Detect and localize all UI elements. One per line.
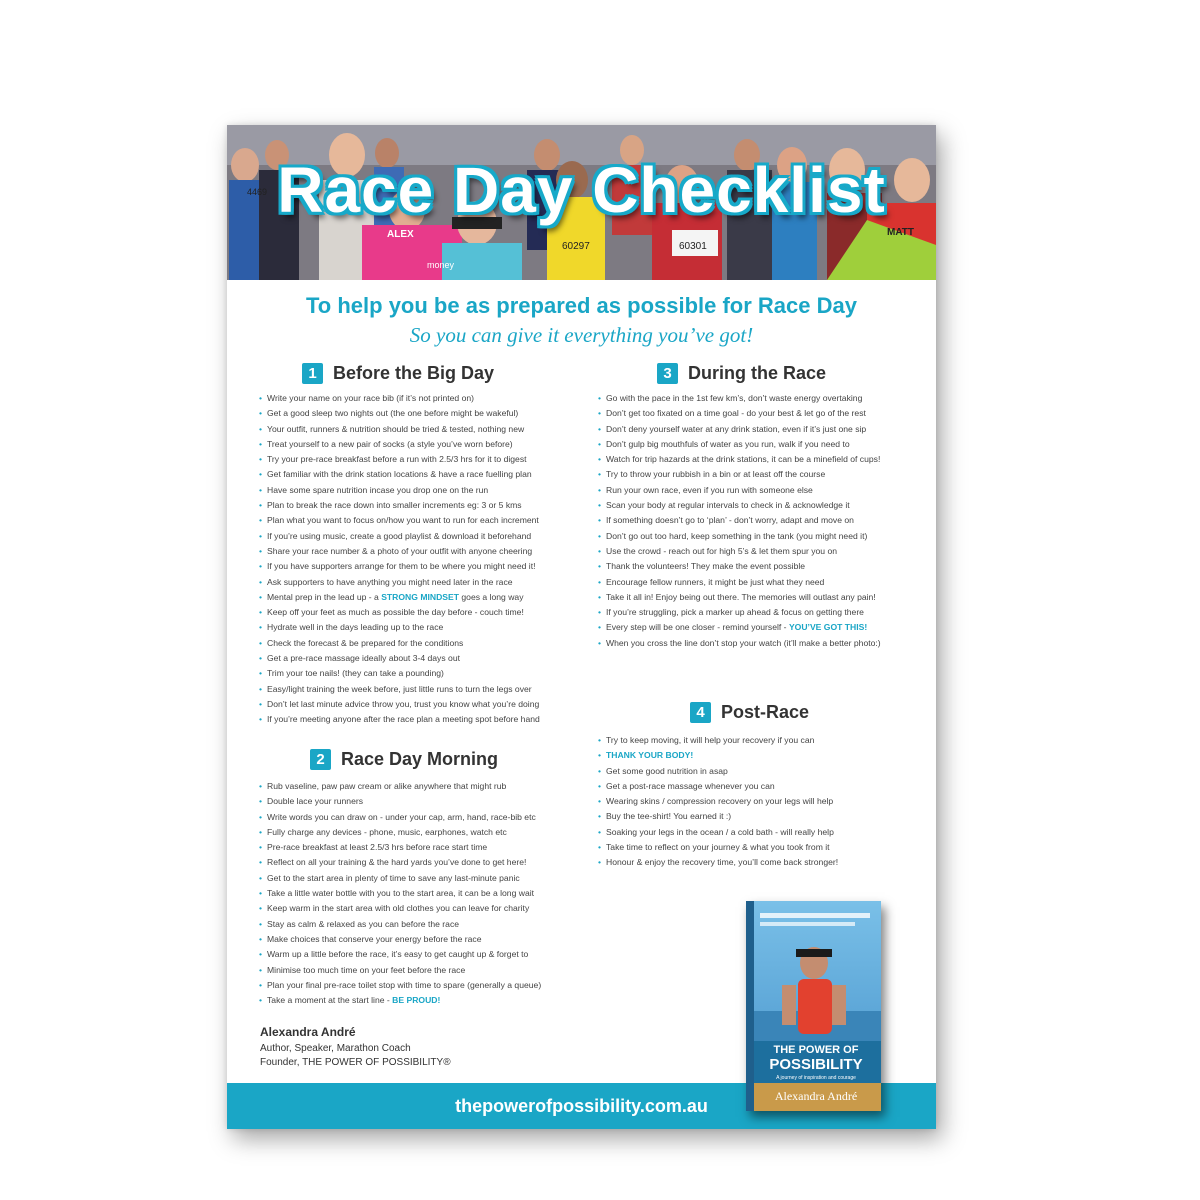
checklist-item-text: Thank the volunteers! They make the event possible [606, 561, 806, 572]
website-link[interactable]: thepowerofpossibility.com.au [455, 1096, 708, 1116]
checklist-item-text: Go with the pace in the 1st few km’s, don’t waste energy overtaking [606, 393, 863, 403]
checklist-item-text: If you’re struggling, pick a marker up ahead & focus on getting there [606, 607, 864, 618]
checklist-item [259, 697, 579, 712]
checklist-item-text: Don’t gulp big mouthfuls of water as you run, walk if you need to [606, 438, 850, 449]
checklist-item [259, 947, 579, 962]
bib-text-matt: MATT [887, 227, 915, 238]
bib-text-money: money [427, 260, 455, 270]
checklist-item [598, 620, 908, 635]
checklist-item-text: Wearing skins / compression recovery on your legs will help [606, 796, 834, 807]
checklist-item [259, 712, 579, 727]
checklist-item-text: Reflect on all your training & the hard yards you’ve done to get here! [267, 857, 527, 868]
checklist-item [598, 452, 908, 467]
checklist-item [598, 809, 908, 824]
checklist-item-text: Scan your body at regular intervals to check in & acknowledge it [606, 500, 850, 511]
checklist-item [259, 901, 579, 916]
checklist-item [259, 422, 579, 437]
checklist-item [598, 764, 908, 779]
checklist-item-text: Try to keep moving, it will help your recovery if you can [606, 735, 815, 745]
before-big-day-list [259, 391, 579, 728]
checklist-item [259, 605, 579, 620]
checklist-item [598, 544, 908, 559]
checklist-item-text: Don’t let last minute advice throw you, trust you know what you’re doing [267, 698, 540, 709]
checklist-item-text: Easy/light training the week before, just little runs to turn the legs over [267, 683, 532, 694]
checklist-item [259, 840, 579, 855]
highlight-text: YOU’VE GOT THIS! [788, 622, 868, 633]
checklist-item [259, 666, 579, 681]
checklist-item [259, 636, 579, 651]
bib-text-60297: 60297 [562, 241, 590, 252]
checklist-item-text: Double lace your runners [267, 796, 364, 807]
checklist-item-text: Plan to break the race down into smaller increments eg: 3 or 5 kms [267, 500, 522, 511]
checklist-item-text: If you’re using music, create a good playlist & download it beforehand [267, 530, 532, 541]
checklist-item [259, 871, 579, 886]
author-founder: Founder, THE POWER OF POSSIBILITY® [260, 1057, 451, 1068]
checklist-item [598, 794, 908, 809]
checklist-item [259, 559, 579, 574]
checklist-item-text: Watch for trip hazards at the drink stations, it can be a minefield of cups! [606, 454, 881, 465]
checklist-item [598, 825, 908, 840]
checklist-item [259, 483, 579, 498]
checklist-item-text: If you’re meeting anyone after the race plan a meeting spot before hand [267, 714, 540, 725]
checklist-item-text: Get familiar with the drink station locations & have a race fuelling plan [267, 469, 532, 480]
checklist-item [259, 917, 579, 932]
race-day-morning-list [259, 779, 579, 1008]
checklist-item-text: Run your own race, even if you run with someone else [606, 484, 813, 495]
checklist-item-text: Keep warm in the start area with old clothes you can leave for charity [267, 903, 530, 914]
checklist-item-text: Try to throw your rubbish in a bin or at least off the course [606, 469, 826, 480]
during-race-list [598, 391, 908, 651]
checklist-item [259, 993, 579, 1008]
checklist-item [598, 840, 908, 855]
checklist-item [259, 932, 579, 947]
checklist-item-text: goes a long way [459, 591, 524, 602]
checklist-item [259, 391, 579, 406]
checklist-item-text: Share your race number & a photo of your outfit with anyone cheering [267, 545, 533, 556]
checklist-item [598, 391, 908, 406]
checklist-item [259, 810, 579, 825]
checklist-item [259, 575, 579, 590]
checklist-item-text: When you cross the line don’t stop your watch (it’ll make a better photo:) [606, 637, 881, 648]
checklist-item [259, 779, 579, 794]
checklist-item [259, 978, 579, 993]
checklist-item [598, 733, 908, 748]
checklist-item-text: Treat yourself to a new pair of socks (a style you’ve worn before) [267, 438, 513, 449]
checklist-item-text: Use the crowd - reach out for high 5’s & let them spur you on [606, 545, 838, 556]
checklist-item-text: Trim your toe nails! (they can take a pounding) [267, 668, 444, 679]
section-title: Before the Big Day [333, 363, 495, 383]
checklist-item [259, 437, 579, 452]
checklist-item-text: Get a post-race massage whenever you can [606, 780, 775, 791]
checklist-item [259, 590, 579, 605]
checklist-item [259, 825, 579, 840]
author-name: Alexandra André [260, 1025, 356, 1039]
checklist-item [259, 794, 579, 809]
section-number-badge: 1 [302, 363, 323, 384]
checklist-item-text: Get a good sleep two nights out (the one before might be wakeful) [267, 408, 519, 419]
checklist-item-text: Encourage fellow runners, it might be just what they need [606, 576, 825, 587]
checklist-item [598, 590, 908, 605]
section-title: Race Day Morning [341, 749, 499, 769]
checklist-item-text: Check the forecast & be prepared for the conditions [267, 637, 464, 648]
checklist-item-text: Write your name on your race bib (if it’s not printed on) [267, 393, 474, 403]
checklist-item-text: Write words you can draw on - under your cap, arm, hand, race-bib etc [267, 811, 536, 822]
book-title-line2: POSSIBILITY [769, 1056, 863, 1073]
checklist-item-text: Honour & enjoy the recovery time, you’ll come back stronger! [606, 857, 839, 868]
checklist-item-text: Rub vaseline, paw paw cream or alike anywhere that might rub [267, 781, 507, 791]
checklist-item [598, 605, 908, 620]
checklist-item [259, 886, 579, 901]
author-block [260, 1025, 451, 1070]
checklist-item-text: Make choices that conserve your energy before the race [267, 933, 482, 944]
checklist-item [259, 529, 579, 544]
checklist-item-text: Take it all in! Enjoy being out there. The memories will outlast any pain! [606, 591, 876, 602]
checklist-item-text: Warm up a little before the race, it’s easy to get caught up & forget to [267, 949, 529, 960]
checklist-item [598, 855, 908, 870]
checklist-item-text: Don’t go out too hard, keep something in the tank (you might need it) [606, 530, 868, 541]
checklist-item-text: Have some spare nutrition incase you drop one on the run [267, 484, 489, 495]
checklist-item-text: Soaking your legs in the ocean / a cold bath - will really help [606, 826, 834, 837]
checklist-item-text: Stay as calm & relaxed as you can before the race [267, 918, 460, 929]
book-subtitle: A journey of inspiration and courage [776, 1075, 856, 1081]
checklist-item [259, 452, 579, 467]
checklist-item-text: Every step will be one closer - remind yourself - [606, 622, 789, 633]
section-number-badge: 3 [657, 363, 678, 384]
checklist-item [598, 779, 908, 794]
checklist-item [259, 855, 579, 870]
checklist-item-text: Pre-race breakfast at least 2.5/3 hrs before race start time [267, 842, 488, 853]
checklist-item [598, 483, 908, 498]
checklist-item-text: Fully charge any devices - phone, music, earphones, watch etc [267, 826, 507, 837]
section-heading-post-race [690, 702, 809, 723]
tagline: So you can give it everything you’ve got! [409, 323, 754, 347]
checklist-item [259, 963, 579, 978]
checklist-item-text: Plan your final pre-race toilet stop with time to spare (generally a queue) [267, 979, 542, 990]
checklist-item-text: Take a moment at the start line - [267, 995, 393, 1006]
checklist-item-text: Buy the tee-shirt! You earned it :) [606, 811, 732, 822]
checklist-item-text: Plan what you want to focus on/how you want to run for each increment [267, 515, 539, 526]
bib-text-alex: ALEX [387, 229, 414, 240]
checklist-item [598, 636, 908, 651]
highlight-text: BE PROUD! [392, 995, 441, 1006]
section-heading-during-race [657, 363, 826, 384]
checklist-item [598, 498, 908, 513]
checklist-item-text: Try your pre-race breakfast before a run with 2.5/3 hrs for it to digest [267, 454, 527, 465]
section-title: During the Race [688, 363, 827, 383]
checklist-item [598, 575, 908, 590]
book-author: Alexandra André [774, 1089, 858, 1103]
checklist-item [259, 544, 579, 559]
checklist-item-text: Hydrate well in the days leading up to the race [267, 622, 444, 633]
checklist-item [259, 498, 579, 513]
checklist-item-text: Don’t get too fixated on a time goal - do your best & let go of the rest [606, 408, 866, 419]
post-race-list [598, 733, 908, 871]
checklist-item-text: Ask supporters to have anything you might need later in the race [267, 576, 513, 587]
checklist-sheet [227, 125, 936, 1129]
runners-banner-photo [227, 125, 936, 280]
checklist-item [598, 513, 908, 528]
checklist-item-text: THANK YOUR BODY! [606, 750, 694, 761]
checklist-item [259, 406, 579, 421]
checklist-item [259, 513, 579, 528]
checklist-item-text: Your outfit, runners & nutrition should be tried & tested, nothing new [267, 423, 525, 434]
checklist-item [259, 620, 579, 635]
book-cover-image [746, 901, 881, 1111]
checklist-item [598, 529, 908, 544]
book-title-line1: THE POWER OF [773, 1044, 859, 1056]
checklist-item [598, 559, 908, 574]
checklist-item [259, 467, 579, 482]
author-role: Author, Speaker, Marathon Coach [260, 1043, 411, 1054]
checklist-item-text: Minimise too much time on your feet before the race [267, 964, 466, 975]
checklist-item [259, 651, 579, 666]
checklist-item [598, 437, 908, 452]
checklist-item-text: Keep off your feet as much as possible the day before - couch time! [267, 607, 524, 618]
checklist-item-text: Take a little water bottle with you to the start area, it can be a long wait [267, 888, 535, 899]
checklist-item-text: If you have supporters arrange for them to be where you might need it! [267, 561, 536, 572]
checklist-item-text: Get some good nutrition in asap [606, 765, 728, 776]
subtitle: To help you be as prepared as possible for Race Day [306, 293, 857, 318]
bib-text-60301: 60301 [679, 241, 707, 252]
checklist-item [598, 422, 908, 437]
checklist-item-text: Don’t deny yourself water at any drink station, even if it’s just one sip [606, 423, 867, 434]
section-heading-before-big-day [302, 363, 494, 384]
checklist-item [598, 748, 908, 763]
checklist-item-text: If something doesn’t go to ‘plan’ - don’t worry, adapt and move on [606, 515, 854, 526]
section-title: Post-Race [721, 702, 810, 722]
checklist-item [259, 682, 579, 697]
section-number-badge: 2 [310, 749, 331, 770]
section-heading-race-day-morning [310, 749, 498, 770]
checklist-item [598, 467, 908, 482]
highlight-text: STRONG MINDSET [381, 591, 460, 602]
checklist-item-text: Get to the start area in plenty of time to save any last-minute panic [267, 872, 520, 883]
checklist-item [598, 406, 908, 421]
checklist-item-text: Mental prep in the lead up - a [267, 591, 382, 602]
section-number-badge: 4 [690, 702, 711, 723]
page-title: Race Day Checklist [277, 154, 886, 226]
checklist-item-text: Get a pre-race massage ideally about 3-4 days out [267, 653, 460, 664]
checklist-item-text: Take time to reflect on your journey & what you took from it [606, 842, 830, 853]
bib-text-4469: 4469 [247, 187, 268, 197]
